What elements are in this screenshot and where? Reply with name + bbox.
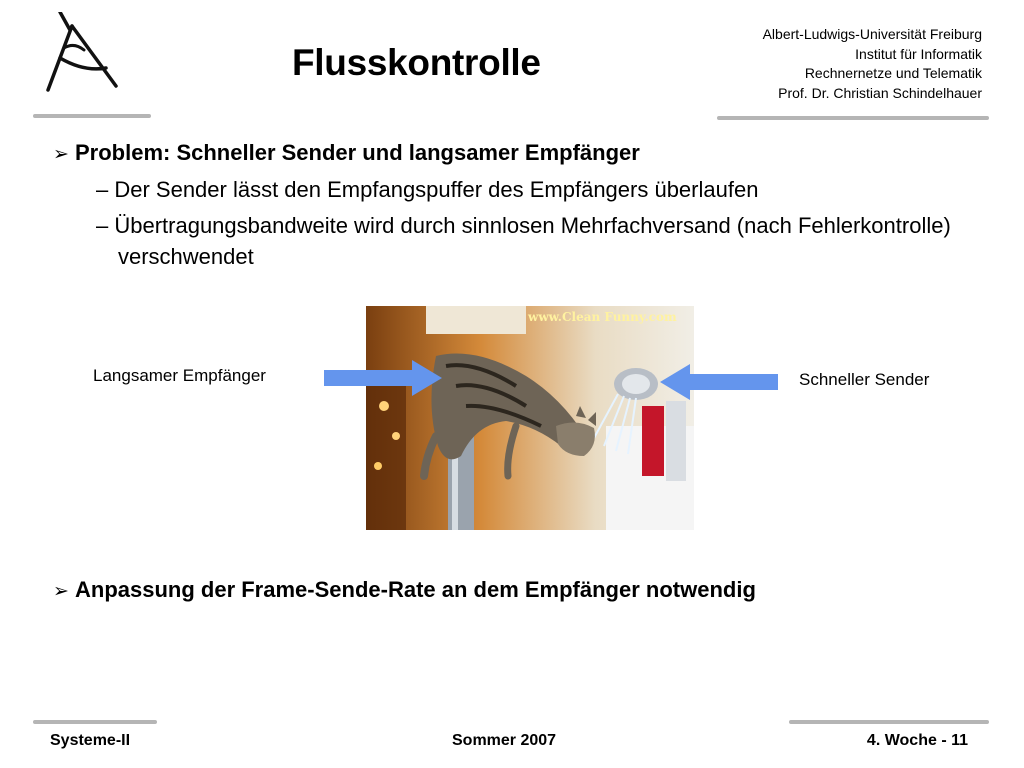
bullet-text: Anpassung der Frame-Sende-Rate an dem Empfänger notwendig [75, 577, 756, 602]
label-slow-receiver: Langsamer Empfänger [93, 366, 266, 385]
subpoint-bandwidth: – Übertragungsbandweite wird durch sinnlosen Mehrfachversand (nach Fehlerkontrolle) verschwendet [96, 213, 951, 269]
cat-leaping-photo [366, 306, 694, 530]
footer-course: Systeme-II [50, 732, 131, 749]
footer-term: Sommer 2007 [452, 732, 557, 749]
institution-line: Prof. Dr. Christian Schindelhauer [778, 84, 982, 101]
institution-line: Rechnernetze und Telematik [804, 65, 982, 81]
header-rule-right [717, 116, 989, 120]
bullet-text: Problem: Schneller Sender und langsamer Empfänger [75, 140, 640, 165]
header-rule-left [33, 114, 151, 118]
institution-line: Institut für Informatik [855, 45, 982, 62]
subpoint-overflow: – Der Sender lässt den Empfangspuffer des Empfängers überlaufen [96, 177, 759, 202]
bullet-problem [53, 140, 640, 166]
university-logo [40, 12, 130, 97]
photo-watermark: www.Clean Funny.com [528, 310, 677, 324]
bullet-arrow-icon: ➢ [53, 144, 69, 165]
institution-line: Albert-Ludwigs-Universität Freiburg [762, 26, 982, 42]
label-fast-sender: Schneller Sender [799, 370, 930, 389]
footer-rule-right [789, 720, 989, 724]
slide-title: Flusskontrolle [292, 42, 541, 83]
footer-page: 4. Woche - 11 [866, 732, 968, 749]
bullet-arrow-icon: ➢ [53, 581, 69, 602]
arrow-left-icon [660, 362, 778, 402]
footer-rule-left [33, 720, 157, 724]
bullet-conclusion [53, 577, 756, 603]
arrow-right-icon [324, 358, 444, 398]
institution-info [763, 25, 982, 103]
